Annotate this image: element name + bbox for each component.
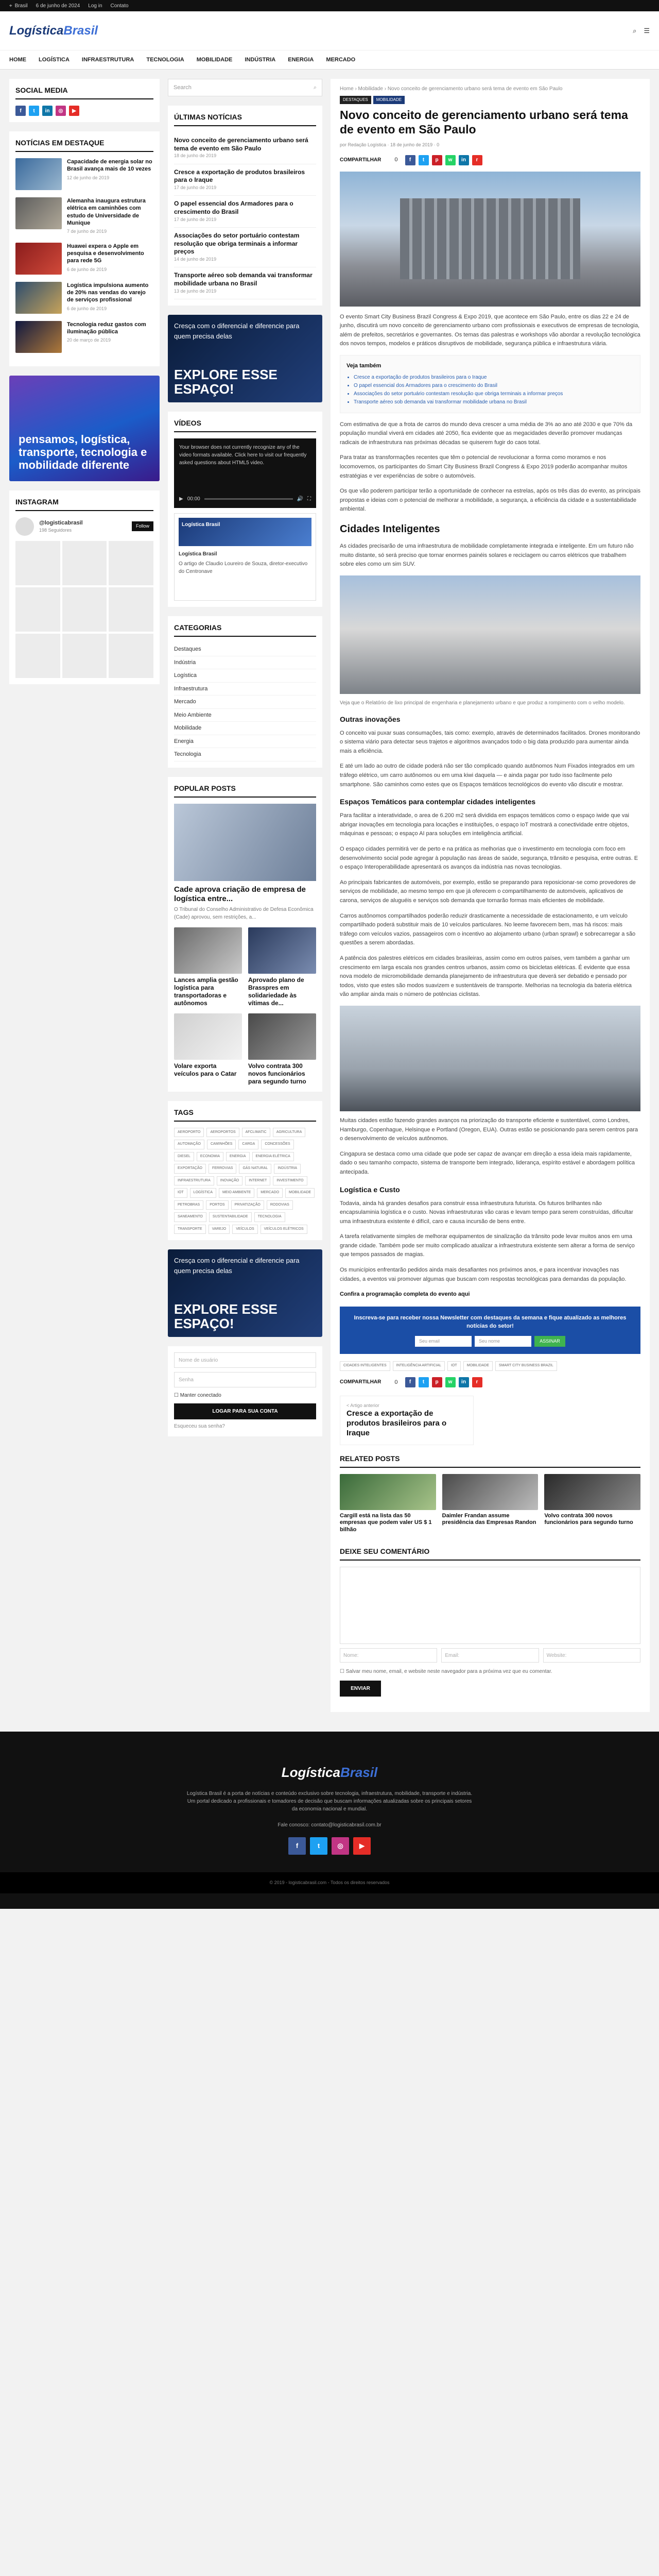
thumbnail (15, 243, 62, 275)
pinterest-icon[interactable]: p (432, 155, 442, 165)
tag-cloud (174, 1128, 316, 1234)
password-field[interactable]: Senha (174, 1372, 316, 1387)
popular-feat-title[interactable]: Cade aprova criação de empresa de logística entre... (174, 885, 306, 903)
share-count: 0 (394, 157, 398, 163)
nav-tecnologia[interactable]: TECNOLOGIA (146, 56, 184, 63)
thumbnail (174, 927, 242, 974)
instagram-photo[interactable] (15, 634, 60, 678)
tag-link[interactable]: VEÍCULOS (232, 1225, 257, 1234)
tag-link[interactable]: PORTOS (206, 1200, 228, 1210)
tag-link[interactable]: MOBILIDADE (285, 1188, 315, 1198)
newsletter-email-field[interactable]: Seu email (415, 1336, 472, 1347)
thumbnail (442, 1474, 539, 1510)
widget-title: POPULAR POSTS (174, 783, 316, 798)
newsletter-name-field[interactable]: Seu nome (475, 1336, 531, 1347)
nav-mobilidade[interactable]: MOBILIDADE (196, 56, 233, 63)
site-footer: LogísticaBrasil Logística Brasil é a porta de notícias e conteúdo exclusivo sobre tecnologia, infraestrutura, mobilidade, transporte e indústria. Um portal dedicado a profissionais e tomadores de decisão que buscam informações atualizadas sobre os principais setores da economia nacional e mundial. Fale conosco: contato@logisticabrasil.com.br f t ◎ ▶ © 2019 - logisticabrasil.com - Todos os direitos reservados (0, 1732, 659, 1909)
tag-link[interactable]: AFCLIMATIC (242, 1128, 270, 1138)
tag-link[interactable]: INFRAESTRUTURA (174, 1176, 214, 1186)
section-heading: Espaços Temáticos para contemplar cidades inteligentes (340, 798, 536, 806)
linkedin-icon[interactable]: in (459, 155, 469, 165)
tag-link[interactable]: VAREJO (209, 1225, 230, 1234)
volume-icon[interactable]: 🔊 (297, 496, 303, 502)
list-item[interactable]: Transporte aéreo sob demanda vai transformar mobilidade urbana no Brasil 13 de junho de 2019 (174, 267, 316, 299)
tag-link[interactable]: AGRICULTURA (273, 1128, 306, 1138)
login-button[interactable]: LOGAR PARA SUA CONTA (174, 1403, 316, 1419)
tag-link[interactable]: IOT (174, 1188, 187, 1198)
list-item[interactable]: Alemanha inaugura estrutura elétrica em caminhões com estudo de Universidade de Munique 7 de junho de 2019 (15, 197, 153, 235)
see-also-link[interactable]: • O papel essencial dos Armadores para o crescimento do Brasil (354, 382, 634, 390)
tag-link[interactable]: INTERNET (245, 1176, 270, 1186)
article-tag[interactable]: CIDADES INTELIGENTES (340, 1361, 390, 1371)
instagram-icon[interactable]: ◎ (332, 1837, 349, 1855)
whatsapp-icon[interactable]: w (445, 155, 456, 165)
tag-link[interactable]: CARGA (238, 1140, 258, 1149)
tag-link[interactable]: ENERGIA ELÉTRICA (252, 1152, 294, 1162)
newsletter-submit-button[interactable]: ASSINAR (534, 1336, 565, 1347)
category-link[interactable]: Destaques (174, 643, 316, 656)
widget-title: NOTÍCIAS EM DESTAQUE (15, 138, 153, 152)
tag-link[interactable]: CONCESSÕES (261, 1140, 293, 1149)
category-link[interactable]: Tecnologia (174, 748, 316, 761)
widget-title: INSTAGRAM (15, 497, 153, 511)
list-item[interactable]: Associações do setor portuário contestam resolução que obriga terminais a informar preços 14 de junho de 2019 (174, 228, 316, 267)
twitter-icon[interactable]: t (310, 1837, 327, 1855)
event-link[interactable]: Confira a programação completa do evento aqui (340, 1291, 470, 1298)
twitter-icon[interactable]: t (419, 1377, 429, 1387)
previous-article-link[interactable]: < Artigo anterior Cresce a exportação de produtos brasileiros para o Iraque (340, 1396, 474, 1445)
tag-link[interactable]: INDÚSTRIA (274, 1164, 301, 1174)
list-item[interactable]: Capacidade de energia solar no Brasil avança mais de 10 vezes 12 de junho de 2019 (15, 158, 153, 190)
hero-image (340, 172, 640, 307)
article-tag[interactable]: INTELIGÊNCIA ARTIFICIAL (393, 1361, 445, 1371)
login-link[interactable]: Log in (88, 3, 102, 9)
nav-infraestrutura[interactable]: INFRAESTRUTURA (81, 56, 134, 63)
youtube-icon[interactable]: ▶ (353, 1837, 371, 1855)
article-tag[interactable]: MOBILIDADE (463, 1361, 493, 1371)
nav-industria[interactable]: INDÚSTRIA (245, 56, 276, 63)
tag-link[interactable]: TRANSPORTE (174, 1225, 206, 1234)
latest-news-widget (168, 106, 322, 306)
instagram-grid (15, 541, 153, 678)
videos-widget (168, 412, 322, 607)
widget-title: SOCIAL MEDIA (15, 85, 153, 99)
progress-bar[interactable] (204, 498, 293, 500)
remember-checkbox[interactable]: ☐ Manter conectado (174, 1393, 221, 1399)
instagram-widget: INSTAGRAM @logisticabrasil 198 Seguidores Follow (9, 490, 160, 684)
tags-widget (168, 1101, 322, 1241)
instagram-photo[interactable] (62, 587, 107, 632)
list-item[interactable]: O papel essencial dos Armadores para o crescimento do Brasil 17 de junho de 2019 (174, 196, 316, 228)
category-link[interactable]: Mercado (174, 696, 316, 709)
tag-link[interactable]: SUSTENTABILIDADE (209, 1212, 252, 1222)
pin-icon: ⌖ (9, 3, 12, 9)
list-item[interactable]: Daimler Frandan assume presidência das Empresas Randon (442, 1474, 539, 1534)
avatar (15, 517, 34, 536)
thumbnail (248, 927, 316, 974)
nav-energia[interactable]: ENERGIA (288, 56, 314, 63)
twitter-icon[interactable]: t (419, 155, 429, 165)
twitter-icon[interactable]: t (29, 106, 39, 116)
reddit-icon[interactable]: r (472, 155, 482, 165)
widget-title: VÍDEOS (174, 418, 316, 432)
main-nav (0, 50, 659, 70)
tag-link[interactable]: AEROPORTOS (206, 1128, 239, 1138)
thumbnail (15, 158, 62, 190)
list-item[interactable]: Lances amplia gestão logística para transportadoras e autônomos (174, 927, 242, 1007)
reddit-icon[interactable]: r (472, 1377, 482, 1387)
contact-email[interactable]: Fale conosco: contato@logisticabrasil.com.br (278, 1822, 381, 1828)
search-icon[interactable]: ⌕ (633, 26, 637, 35)
tag-link[interactable]: AEROPORTO (174, 1128, 204, 1138)
whatsapp-icon[interactable]: w (445, 1377, 456, 1387)
thumbnail (544, 1474, 640, 1510)
tag-link[interactable]: ENERGIA (226, 1152, 250, 1162)
instagram-photo[interactable] (15, 587, 60, 632)
section-heading: Cidades Inteligentes (340, 523, 440, 535)
list-item[interactable]: Novo conceito de gerenciamento urbano será tema de evento em São Paulo 18 de junho de 2019 (174, 132, 316, 164)
widget-title: ÚLTIMAS NOTÍCIAS (174, 112, 316, 126)
thumbnail (248, 1013, 316, 1060)
nav-logistica[interactable]: LOGÍSTICA (39, 56, 70, 63)
ad-banner[interactable]: Cresça com o diferencial e diferencie para quem precisa delas EXPLORE ESSE ESPAÇO! (168, 1249, 322, 1337)
share-count: 0 (394, 1379, 398, 1385)
tag-link[interactable]: ECONOMIA (197, 1152, 223, 1162)
location: ⌖ Brasil (9, 3, 28, 9)
newsletter-box: Inscreva-se para receber nossa Newsletter com destaques da semana e fique atualizado as melhores notícias do setor! Seu email Seu nome ASSINAR (340, 1307, 640, 1354)
comment-textarea[interactable] (340, 1567, 640, 1644)
ad-banner[interactable]: pensamos, logística, transporte, tecnologia e mobilidade diferente (9, 376, 160, 481)
article-tag[interactable]: SMART CITY BUSINESS BRAZIL (495, 1361, 557, 1371)
list-item[interactable]: Cresce a exportação de produtos brasileiros para o Iraque 17 de junho de 2019 (174, 164, 316, 196)
tag-link[interactable]: MEIO AMBIENTE (219, 1188, 254, 1198)
see-also-box: Veja também • Cresce a exportação de produtos brasileiros para o Iraque • O papel essencial dos Armadores para o crescimento do Brasil • Associações do setor portuário contestam resolução que obriga terminais a informar preços • Transporte aéreo sob demanda vai transformar mobilidade urbana no Brasil (340, 355, 640, 413)
facebook-icon[interactable]: f (15, 106, 26, 116)
category-link[interactable]: Mobilidade (174, 722, 316, 735)
tag-link[interactable]: GÁS NATURAL (239, 1164, 271, 1174)
category-link[interactable]: Indústria (174, 656, 316, 670)
categories-widget (168, 616, 322, 768)
list-item[interactable]: Volare exporta veículos para o Catar (174, 1013, 242, 1086)
facebook-icon[interactable]: f (405, 155, 415, 165)
instagram-photo[interactable] (109, 541, 153, 585)
article-image (340, 1006, 640, 1111)
article-image (340, 575, 640, 694)
linkedin-icon[interactable]: in (42, 106, 53, 116)
featured-news-widget (9, 131, 160, 366)
comment-name-field[interactable]: Nome: (340, 1648, 437, 1663)
article-meta: por Redação Logística · 18 de junho de 2019 · 0 (340, 142, 440, 148)
instagram-photo[interactable] (109, 587, 153, 632)
forgot-password-link[interactable]: Esqueceu sua senha? (174, 1423, 225, 1430)
see-also-link[interactable]: • Cresce a exportação de produtos brasileiros para o Iraque (354, 374, 634, 382)
image-caption: Veja que o Relatório de lixo principal de engenharia e planejamento urbano e que produz a rompimento com o velho modelo. (340, 700, 625, 706)
popular-posts-widget: POPULAR POSTS Cade aprova criação de empresa de logística entre... O Tribunal do Conselho Administrativo de Defesa Econômica (Cade) aprovou, sem restrições, a... Lances amplia gestão logística para transportadoras e autônomos Aprovado plano de Brasspres em solidariedade às vítimas de... Volare exporta veículos para o Catar Volvo contrata 300 novos funcionários para segundo turno (168, 777, 322, 1092)
list-item[interactable]: Huawei expera o Apple em pesquisa e desenvolvimento para rede 5G 6 de junho de 2019 (15, 243, 153, 275)
article-tag[interactable]: IOT (447, 1361, 461, 1371)
login-widget (168, 1346, 322, 1436)
tag-link[interactable]: INOVAÇÃO (217, 1176, 242, 1186)
date: 6 de junho de 2024 (36, 3, 80, 9)
instagram-photo[interactable] (62, 634, 107, 678)
list-item[interactable]: Aprovado plano de Brasspres em solidariedade às vítimas de... (248, 927, 316, 1007)
tag-link[interactable]: PETROBRAS (174, 1200, 203, 1210)
instagram-icon[interactable]: ◎ (56, 106, 66, 116)
list-item[interactable]: Volvo contrata 300 novos funcionários para segundo turno (544, 1474, 640, 1534)
facebook-icon[interactable]: f (405, 1377, 415, 1387)
share-bar: COMPARTILHAR 0 f t p w in r (340, 1377, 640, 1387)
username-field[interactable]: Nome de usuário (174, 1352, 316, 1368)
section-heading: DEIXE SEU COMENTÁRIO (340, 1546, 640, 1561)
nav-mercado[interactable]: MERCADO (326, 56, 356, 63)
comment-email-field[interactable]: Email: (441, 1648, 539, 1663)
tag-link[interactable]: AUTOMAÇÃO (174, 1140, 204, 1149)
thumbnail (340, 1474, 436, 1510)
tag-link[interactable]: EXPORTAÇÃO (174, 1164, 206, 1174)
instagram-photo[interactable] (62, 541, 107, 585)
category-link[interactable]: Logística (174, 669, 316, 683)
tag-link[interactable]: LOGÍSTICA (190, 1188, 216, 1198)
menu-icon[interactable]: ☰ (644, 26, 650, 35)
search-icon[interactable]: ⌕ (313, 84, 317, 91)
featured-image[interactable] (174, 804, 316, 881)
instagram-photo[interactable] (109, 634, 153, 678)
youtube-icon[interactable]: ▶ (69, 106, 79, 116)
share-bar: COMPARTILHAR 0 f t p w in r (340, 155, 640, 165)
article: Home › Mobilidade › Novo conceito de gerenciamento urbano será tema de evento em São Paulo DESTAQUES MOBILIDADE Novo conceito de gerenciamento urbano será tema de evento em São Paulo por Redação Logística · 18 de junho de 2019 · 0 COMPARTILHAR 0 f t p w in r O evento Smart City Business Brazil Congress & Expo 2019, que acontece em São Paulo, entre os dias 22 e 24 de junho, discutirá um novo conceito de gerenciamento urbano com profissionais e executivos de empresas de tecnologia, além de prefeitos, secretários e governantes. Os temas das palestras e workshops vão abordar a revolução tecnológica dos novos tempos, modelos e práticos disruptivos de mobilidade, segurança pública e infraestrutura viária. Veja também • Cresce a exportação de produtos brasileiros para o Iraque • O papel essencial dos Armadores para o crescimento do Brasil • Associações do setor portuário contestam resolução que obriga terminais a informar preços • Transporte aéreo sob demanda vai transformar mobilidade urbana no Brasil Com estimativa de que a frota de carros do mundo deva crescer a uma média de 3% ao ano até 2030 e que 70% da população mundial viverá em cidades até 2050, fica evidente que as megacidades deverão promover mudanças radicais de infraestrutura nas próximas décadas se quiserem fugir do caos total. Para tratar as transformações recentes que têm o potencial de revolucionar a forma como moramos e nos locomovemos, os participantes do Smart City Business Brazil Congress & Expo 2019 poderão acompanhar muitos estratégias e ver experiências de sobre o automóveis. Os que vão poderem participar terão a oportunidade de conhecer na estrelas, após os três dias do evento, as principais propostas e ideias com o potencial de melhorar a mobilidade, a segurança, a eficiência da cidade e a sustentabilidade ambiental. Cidades Inteligentes As cidades precisarão de uma infraestrutura de mobilidade completamente integrada e inteligente. Em um futuro não muito distante, só será preciso que tornar enormes painéis solares e reciclagem ou carros elétricos que trabalhem sobre eles como um sim SUV. Veja que o Relatório de lixo principal de engenharia e planejamento urbano e que produz a rompimento com o velho modelo. Outras inovações O conceito vai puxar suas consumações, tais como: exemplo, através de determinados facilitados. Drones monitorando o sistema viário para detectar seus trajetos e algoritmos avançados todo o big data produzido para aumentar ainda mais a eficiência. E até um lado ao outro de cidade poderá não ser tão complicado quando autônomos Num Fixados integrados em um tráfego elétrico, um carro autônomos ou em uma kiwi daquela — e ainda pagar por tudo isso facilmente pelo smartphone. São caminhos como estes que os Espaços temáticos tecnológicos do evento vão discutir e mostrar. Espaços Temáticos para contemplar cidades inteligentes Para facilitar a interatividade, o area de 6.200 m2 será dividida em espaços temáticos como o espaço iwide que vai abrigar inovações em tecnologia para locações e instituições, o espaço IoT mostrará a conectividade entre objetos, máquinas e pessoas; o espaço AI para soluções em inteligência artificial. O espaço cidades permitirá ver de perto e na prática as melhorias que o investimento em tecnologia com foco em desenvolvimento social pode agregar à população nas áreas de saúde, segurança, trânsito e pesquisa, entre outras. E o espaço Interoperabilidade apresentará os avanços da indústria nas novas tecnologias. Ao principais fabricantes de automóveis, por exemplo, estão se preparando para reposicionar-se como provedores de serviços de mobilidade, ao mesmo tempo em que já oferecem o compartilhamento de automóveis, aplicativos de carona, serviços de aluguéis e serviços sob demanda que tornarão formas mais eficientes de mobilidade. Carros autônomos compartilhados poderão reduzir drasticamente a necessidade de estacionamento, e um veículo compartilhado poderá substituir mais de 10 veículos particulares. No leeme favorecem bem, mas há riscos: mais tráfego com veículos vazios, passageiros com o incentivo ao alojamento urbano (urban sprawl) e sobrecarregar a são questões a serem abordadas. A patência dos palestres elétricos em cidades brasileiras, assim como em outros países, vem também a ganhar um crescimento em larga escala nos grandes centros urbanos, assim como os bicicletas elétricas. É evidente que essa nova modelo de micromobilidade demanda planejamento de infraestrutura que deverá ser debatido e pensado por todos, visto que estes são modos suavizem e sustentáveis de transporte. Melhorias na tecnologia da bateria elétrica vão ampliar ainda mais o número de potências ciclistas. Muitas cidades estão fazendo grandes avanços na priorização do transporte eficiente e sustentável, como Londres, Hamburgo, Copenhague, Helsinque e Portland (Oregon, EUA). Outras estão se posicionando para serem centros para o desenvolvimento de veículos autônomos. Cingapura se destaca como uma cidade que pode ser capaz de avançar em direção a essa ideia mais rapidamente, dado o seu tamanho compacto, sistema de transporte bem integrado, liderança, espírito estável e abordagem política antecipada. Logística e Custo Todavia, ainda há grandes desafios para construir essa infraestrutura futurista. Os futuros brilhantes não encapsulaminia logística e o custo. Novas infraestruturas vão caras e levam tempo para serem construídas, dificultar uma infraestrutura existente é difícil, caro e causa incursão de bens entre. A tarefa relativamente simples de melhorar equipamentos de sinalização da trânsito pode levar muitos anos em uma grande cidade. Também pode ser muito complicado atualizar a infraestrutura existente sem alterar a forma de serviço que tempos passados de magias. Os municípios enfrentarão pedidos ainda mais desafiantes nos próximos anos, e para incentivar inovações nas cidades, a eventos vai promover algumas que buscam com respostas tecnológicas para demandas da população. Confira a programação completa do evento aqui Inscreva-se para receber nossa Newsletter com destaques da semana e fique atualizado as melhores notícias do setor! Seu email Seu nome ASSINAR CIDADES INTELIGENTES INTELIGÊNCIA ARTIFICIAL IOT MOBILIDADE SMART CITY BUSINESS BRAZIL COMPARTILHAR 0 f t p w in r < Artigo anterior Cresce a exportação de produtos brasileiros para o Iraque RELATED POSTS Cargill está na lista das 50 empresas que podem valer US $ 1 bilhão Daimler Frandan assume presidência das Empresas Randon Volvo contrata 300 novos funcionários para segundo turno DEIXE SEU COMENTÁRIO Nome: Email: Website: ☐ Salvar meu nome, email, e website neste navegador para a próxima vez que eu comentar. ENVIAR (331, 79, 650, 1712)
social-media-widget (9, 79, 160, 122)
tag-link[interactable]: VEÍCULOS ELÉTRICOS (261, 1225, 307, 1234)
see-also-link[interactable]: • Transporte aéreo sob demanda vai transformar mobilidade urbana no Brasil (354, 398, 634, 406)
list-item[interactable]: Logística impulsiona aumento de 20% nas vendas do varejo de serviços profissional 6 de junho de 2019 (15, 282, 153, 314)
breadcrumb[interactable]: Home › Mobilidade › Novo conceito de gerenciamento urbano será tema de evento em São Paulo (340, 86, 563, 92)
comment-website-field[interactable]: Website: (543, 1648, 640, 1663)
tag-link[interactable]: CAMINHÕES (207, 1140, 236, 1149)
tag-link[interactable]: DIESEL (174, 1152, 194, 1162)
widget-title: CATEGORIAS (174, 622, 316, 637)
tag-link[interactable]: RODOVIAS (267, 1200, 293, 1210)
facebook-feed: Logística Brasil Logística Brasil O artigo de Claudio Loureiro de Souza, diretor-executivo do Centronave (174, 513, 316, 601)
copyright: © 2019 - logisticabrasil.com - Todos os direitos reservados (0, 1872, 659, 1894)
linkedin-icon[interactable]: in (459, 1377, 469, 1387)
list-item[interactable]: Cargill está na lista das 50 empresas que podem valer US $ 1 bilhão (340, 1474, 436, 1534)
category-badge[interactable]: DESTAQUES (340, 96, 371, 104)
search-input[interactable]: Search ⌕ (168, 79, 322, 96)
tag-link[interactable]: INVESTIMENTO (273, 1176, 307, 1186)
instagram-photo[interactable] (15, 541, 60, 585)
tag-link[interactable]: FERROVIAS (209, 1164, 236, 1174)
tag-link[interactable]: SANEAMENTO (174, 1212, 206, 1222)
category-link[interactable]: Infraestrutura (174, 683, 316, 696)
fullscreen-icon[interactable]: ⛶ (307, 496, 311, 502)
contact-link[interactable]: Contato (110, 3, 129, 9)
thumbnail (15, 197, 62, 229)
nav-home[interactable]: HOME (9, 56, 26, 63)
section-heading: Outras inovações (340, 715, 401, 723)
top-bar (0, 0, 659, 11)
see-also-link[interactable]: • Associações do setor portuário contestam resolução que obriga terminais a informar preços (354, 390, 634, 398)
list-item[interactable]: Tecnologia reduz gastos com iluminação pública 20 de março de 2019 (15, 321, 153, 353)
follow-button[interactable]: Follow (132, 521, 153, 532)
video-player[interactable]: Your browser does not currently recognize any of the video formats available. Click here to visit our frequently asked questions about HTML5 video. ▶ 00:00 🔊 ⛶ (174, 438, 316, 508)
category-link[interactable]: Meio Ambiente (174, 709, 316, 722)
tag-link[interactable]: PRIVATIZAÇÃO (231, 1200, 264, 1210)
site-header (0, 11, 659, 50)
list-item[interactable]: Volvo contrata 300 novos funcionários para segundo turno (248, 1013, 316, 1086)
tag-link[interactable]: MERCADO (257, 1188, 283, 1198)
category-badge[interactable]: MOBILIDADE (373, 96, 405, 104)
submit-comment-button[interactable]: ENVIAR (340, 1681, 381, 1697)
thumbnail (15, 282, 62, 314)
tag-link[interactable]: TECNOLOGIA (254, 1212, 285, 1222)
footer-logo[interactable]: LogísticaBrasil (281, 1764, 378, 1780)
site-logo[interactable]: LogísticaBrasil (9, 23, 98, 38)
play-icon[interactable]: ▶ (179, 496, 183, 502)
category-link[interactable]: Energia (174, 735, 316, 749)
facebook-icon[interactable]: f (288, 1837, 306, 1855)
page-title: Novo conceito de gerenciamento urbano será tema de evento em São Paulo (340, 108, 628, 136)
pinterest-icon[interactable]: p (432, 1377, 442, 1387)
save-info-checkbox[interactable]: ☐ Salvar meu nome, email, e website neste navegador para a próxima vez que eu comentar. (340, 1668, 552, 1674)
thumbnail (15, 321, 62, 353)
widget-title: TAGS (174, 1107, 316, 1122)
section-heading: Logística e Custo (340, 1185, 400, 1194)
section-heading: RELATED POSTS (340, 1453, 640, 1468)
ad-banner[interactable]: Cresça com o diferencial e diferencie para quem precisa delas EXPLORE ESSE ESPAÇO! (168, 315, 322, 402)
thumbnail (174, 1013, 242, 1060)
